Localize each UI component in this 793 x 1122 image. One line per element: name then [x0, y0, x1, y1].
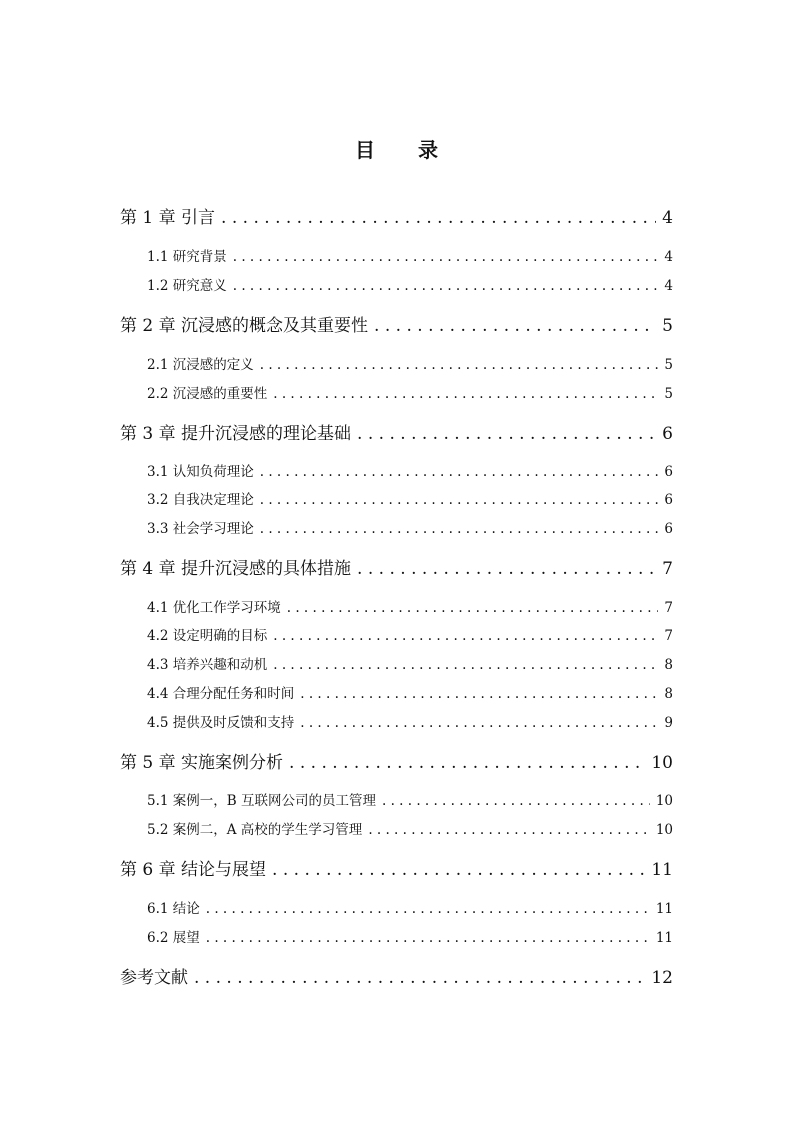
toc-entry-label: 6.1 结论 [147, 901, 200, 917]
toc-leader-dots [368, 822, 650, 838]
toc-entry-page: 12 [651, 968, 673, 988]
toc-entry[interactable] [147, 596, 673, 616]
toc-leader-dots [273, 628, 658, 644]
toc-entry-label: 4.1 优化工作学习环境 [147, 600, 281, 616]
toc-entry-label: 4.4 合理分配任务和时间 [147, 686, 295, 702]
toc-leader-dots [287, 600, 659, 616]
toc-entry-page: 5 [664, 386, 673, 402]
toc-entry[interactable] [120, 311, 673, 336]
toc-entry-label: 第 4 章 提升沉浸感的具体措施 [120, 559, 352, 579]
toc-entry-page: 6 [662, 424, 673, 444]
toc-entry[interactable] [147, 711, 673, 731]
toc-leader-dots [206, 930, 650, 946]
toc-entry-page: 7 [662, 559, 673, 579]
toc-title: 目 录 [355, 138, 456, 162]
toc-entry-label: 4.3 培养兴趣和动机 [147, 657, 268, 673]
toc-leader-dots [382, 793, 650, 809]
toc-entry-page: 10 [651, 753, 673, 773]
toc-entry-label: 5.1 案例一，B 互联网公司的员工管理 [147, 793, 376, 809]
toc-entry-page: 6 [664, 521, 673, 537]
toc-leader-dots [289, 753, 645, 773]
toc-entry-page: 10 [655, 822, 673, 838]
toc-entry-page: 8 [664, 657, 673, 673]
toc-entry-label: 1.2 研究意义 [147, 278, 227, 294]
toc-entry-page: 5 [664, 357, 673, 373]
toc-leader-dots [273, 657, 658, 673]
toc-entry[interactable] [120, 963, 673, 988]
toc-entry[interactable] [120, 855, 673, 880]
toc-entry[interactable] [120, 203, 673, 228]
toc-entry-label: 5.2 案例二，A 高校的学生学习管理 [147, 822, 363, 838]
toc-entry[interactable] [147, 517, 673, 537]
toc-entry-label: 第 6 章 结论与展望 [120, 860, 267, 880]
toc-entry-page: 4 [664, 278, 673, 294]
toc-entry[interactable] [147, 382, 673, 402]
toc-entry[interactable] [120, 748, 673, 773]
toc-entry-page: 11 [655, 901, 673, 917]
toc-entry-label: 3.2 自我决定理论 [147, 492, 254, 508]
toc-entry-label: 6.2 展望 [147, 930, 200, 946]
toc-entry[interactable] [147, 897, 673, 917]
toc-entry-page: 5 [662, 316, 673, 336]
toc-leader-dots [357, 424, 656, 444]
toc-entry-label: 参考文献 [120, 968, 188, 988]
toc-leader-dots [357, 559, 656, 579]
toc-entry-page: 4 [662, 208, 673, 228]
toc-leader-dots [260, 492, 659, 508]
toc-entry[interactable] [147, 353, 673, 373]
toc-entry[interactable] [147, 460, 673, 480]
toc-leader-dots [221, 208, 656, 228]
toc-entry[interactable] [147, 245, 673, 265]
toc-entry-label: 4.2 设定明确的目标 [147, 628, 268, 644]
toc-entry[interactable] [147, 624, 673, 644]
toc-entry-page: 6 [664, 464, 673, 480]
toc-entry[interactable] [147, 682, 673, 702]
toc-entry[interactable] [147, 818, 673, 838]
toc-leader-dots [206, 901, 650, 917]
toc-entry[interactable] [147, 653, 673, 673]
toc-entry-page: 11 [651, 860, 673, 880]
toc-entry-label: 2.2 沉浸感的重要性 [147, 386, 268, 402]
toc-entry-label: 第 2 章 沉浸感的概念及其重要性 [120, 316, 369, 336]
toc-entry-label: 4.5 提供及时反馈和支持 [147, 715, 295, 731]
toc-leader-dots [260, 521, 659, 537]
toc-entry-label: 第 3 章 提升沉浸感的理论基础 [120, 424, 352, 444]
toc-entry[interactable] [147, 926, 673, 946]
toc-leader-dots [233, 249, 659, 265]
toc-leader-dots [260, 357, 659, 373]
toc-leader-dots [300, 686, 658, 702]
toc-entry[interactable] [147, 274, 673, 294]
toc-entry-label: 1.1 研究背景 [147, 249, 227, 265]
toc-entry-page: 8 [664, 686, 673, 702]
toc-entry[interactable] [147, 488, 673, 508]
toc-entry-label: 第 5 章 实施案例分析 [120, 753, 284, 773]
toc-entry-page: 4 [664, 249, 673, 265]
toc-leader-dots [374, 316, 656, 336]
toc-entry[interactable] [147, 789, 673, 809]
toc-entry-label: 第 1 章 引言 [120, 208, 216, 228]
toc-entry-page: 10 [655, 793, 673, 809]
toc-entry-page: 11 [655, 930, 673, 946]
toc-entry-page: 7 [664, 628, 673, 644]
toc-entry-page: 9 [664, 715, 673, 731]
toc-entry[interactable] [120, 554, 673, 579]
toc-leader-dots [260, 464, 659, 480]
toc-entry-label: 3.3 社会学习理论 [147, 521, 254, 537]
toc-entry-page: 7 [664, 600, 673, 616]
toc-leader-dots [300, 715, 658, 731]
toc-entry-label: 3.1 认知负荷理论 [147, 464, 254, 480]
toc-entry-page: 6 [664, 492, 673, 508]
toc-leader-dots [194, 968, 645, 988]
toc-leader-dots [233, 278, 659, 294]
toc-leader-dots [273, 386, 658, 402]
toc-entry-label: 2.1 沉浸感的定义 [147, 357, 254, 373]
toc-leader-dots [272, 860, 645, 880]
toc-entry[interactable] [120, 419, 673, 444]
